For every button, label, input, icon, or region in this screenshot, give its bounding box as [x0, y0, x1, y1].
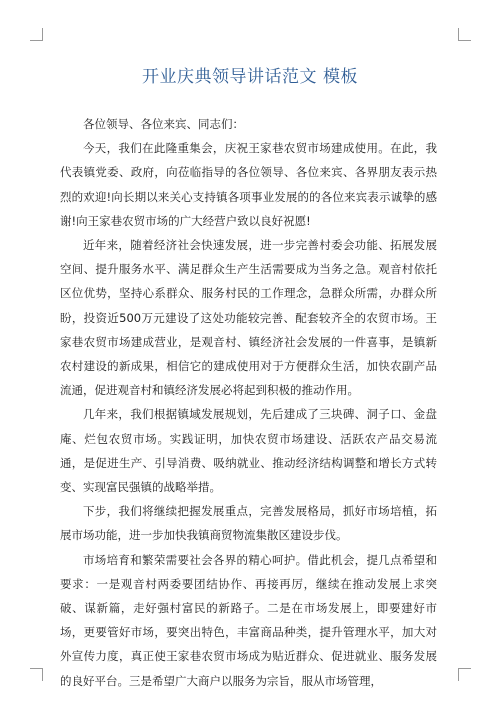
body-paragraph: 下步，我们将继续把握发展重点，完善发展格局，抓好市场培植，拓展市场功能，进一步加快我镇商贸物流集散区建设步伐。 — [60, 504, 437, 543]
crop-mark-bottom-left — [30, 668, 43, 681]
salutation-paragraph: 各位领导、各位来宾、同志们： — [83, 117, 244, 131]
body-paragraph: 今天，我们在此隆重集会，庆祝王家巷农贸市场建成使用。在此，我代表镇党委、政府，向莅临指导的各位领导、各位来宾、各界朋友表示热烈的欢迎!向长期以来关心支持镇各项事业发展的的各位来宾表示诚挚的感谢!向王家巷农贸市场的广大经营户致以良好祝愿! — [60, 141, 437, 228]
body-paragraph: 几年来，我们根据镇域发展规划，先后建成了三块碑、洞子口、金盘庵、烂包农贸市场。实践证明，加快农贸市场建设、活跃农产品交易流通，是促进生产、引导消费、吸纳就业、推动经济结构调整和增长方式转变、实现富民强镇的战略举措。 — [60, 407, 437, 495]
body-paragraph: 近年来，随着经济社会快速发展，进一步完善村委会功能、拓展发展空间、提升服务水平、满足群众生产生活需要成为当务之急。观音村依托区位优势，坚持心系群众、服务村民的工作理念，急群众所需，办群众所盼，投资近500万元建设了这处功能较完善、配套较齐全的农贸市场。王家巷农贸市场建成营业，是观音村、镇经济社会发展的一件喜事，是镇新农村建设的新成果，相信它的建成使用对于方便群众生活，加快农副产品流通，促进观音村和镇经济发展必将起到积极的推动作用。 — [60, 238, 437, 398]
crop-mark-top-right — [458, 28, 471, 41]
body-paragraph: 市场培育和繁荣需要社会各界的精心呵护。借此机会，提几点希望和要求：一是观音村两委要团结协作、再接再厉，继续在推动发展上求突破、谋新篇，走好强村富民的新路子。二是在市场发展上，即要建好市场，更要管好市场，要突出特色，丰富商品种类，提升管理水平，加大对外宣传力度，真正使王家巷农贸市场成为贴近群众、促进就业、服务发展的良好平台。三是希望广大商户以服务为宗旨，服从市场管理， — [60, 552, 437, 688]
crop-mark-top-left — [30, 28, 43, 41]
crop-mark-bottom-right — [458, 668, 471, 681]
document-title: 开业庆典领导讲话范文 模板 — [142, 67, 358, 87]
document-body — [60, 112, 437, 693]
